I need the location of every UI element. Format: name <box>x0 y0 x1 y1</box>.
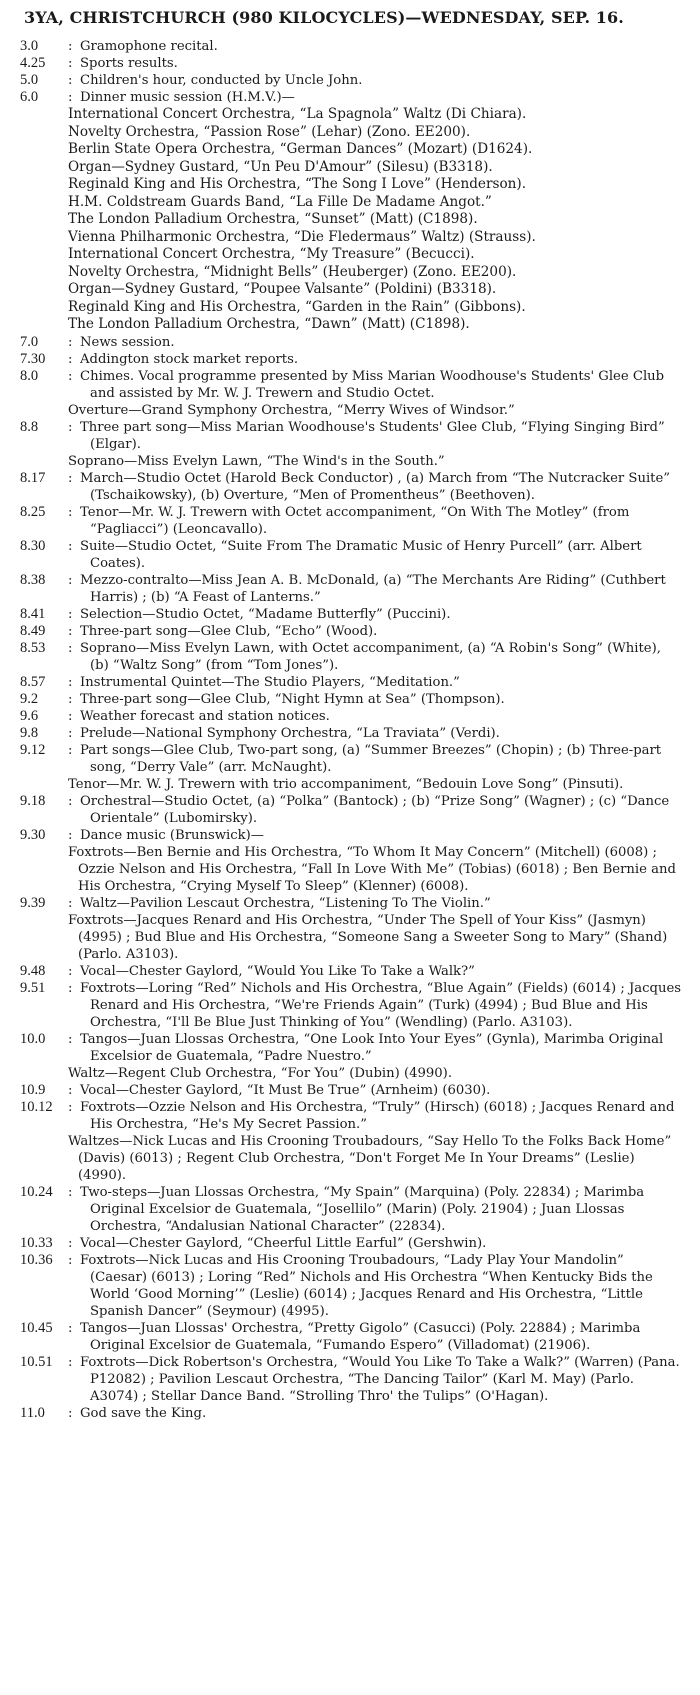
entry-separator: : <box>68 368 73 384</box>
entry-row <box>20 351 682 368</box>
entry-subline: Foxtrots—Ben Bernie and His Orchestra, “To Whom It May Concern” (Mitchell) (6008) ; Ozzie Nelson and His Orchestra, “Fall In Love With Me” (Tobias) (6018) ; Ben Bernie and His Orchestra, “Crying Myself To Sleep” (Klenner) (6008). <box>68 844 676 894</box>
entry-separator: : <box>68 793 73 809</box>
entry-separator: : <box>68 623 73 639</box>
entry-time: 10.0 <box>20 1030 46 1047</box>
entry-subline: The London Palladium Orchestra, “Dawn” (Matt) (C1898). <box>68 316 470 332</box>
entry-text: News session. <box>80 334 175 350</box>
programme-entry <box>20 606 682 623</box>
entry-separator: : <box>68 691 73 707</box>
entry-text: Foxtrots—Dick Robertson's Orchestra, “Would You Like To Take a Walk?” (Warren) (Pana. P12082) ; Pavilion Lescaut Orchestra, “The Dancing Tailor” (Karl M. May) (Parlo. A3074) ; Stellar Dance Band. “Strolling Thro' the Tulips” (O'Hagan). <box>80 1354 680 1404</box>
entry-row <box>20 1235 682 1252</box>
programme-entry <box>20 1031 682 1082</box>
programme-entry <box>20 742 682 793</box>
entry-row <box>20 827 682 844</box>
entry-separator: : <box>68 1235 73 1251</box>
entry-separator: : <box>68 572 73 588</box>
entry-subline: Novelty Orchestra, “Midnight Bells” (Heuberger) (Zono. EE200). <box>68 263 517 280</box>
entry-row <box>20 742 682 776</box>
programme-entry <box>20 351 682 368</box>
entry-subline: International Concert Orchestra, “My Treasure” (Becucci). <box>68 246 475 262</box>
entry-time: 4.25 <box>20 55 46 71</box>
programme-entry <box>20 1354 682 1405</box>
entry-time: 7.30 <box>20 350 46 367</box>
entry-text: Three-part song—Glee Club, “Echo” (Wood). <box>80 623 378 639</box>
entry-time: 5.0 <box>20 72 39 88</box>
entry-time: 8.53 <box>20 639 46 656</box>
programme-entry <box>20 334 682 351</box>
entry-separator: : <box>68 351 73 367</box>
programme-entry <box>20 640 682 674</box>
entry-time: 10.45 <box>20 1319 53 1336</box>
entry-subline: Organ—Sydney Gustard, “Poupee Valsante” (Poldini) (B3318). <box>68 281 497 297</box>
entry-separator: : <box>68 419 73 435</box>
entry-time: 8.41 <box>20 605 46 622</box>
entry-row <box>20 674 682 691</box>
entry-text: Dinner music session (H.M.V.)— <box>80 90 295 105</box>
entry-text: Tangos—Juan Llossas' Orchestra, “Pretty Gigolo” (Casucci) (Poly. 22884) ; Marimba Original Excelsior de Guatemala, “Fumando Espero” (Villadomat) (21906). <box>80 1320 641 1353</box>
entry-separator: : <box>68 538 73 554</box>
entry-row <box>20 1099 682 1133</box>
entry-time: 9.2 <box>20 690 39 707</box>
entry-text: Weather forecast and station notices. <box>80 708 330 724</box>
entry-time: 8.17 <box>20 469 46 486</box>
entry-separator: : <box>68 963 73 979</box>
entry-separator: : <box>68 470 73 486</box>
entry-row <box>20 55 682 72</box>
entry-subline: Waltzes—Nick Lucas and His Crooning Troubadours, “Say Hello To the Folks Back Home” (Davis) (6013) ; Regent Club Orchestra, “Don't Forget Me In Your Dreams” (Leslie) (4990). <box>68 1133 672 1183</box>
entry-row <box>20 419 682 453</box>
programme-entry <box>20 572 682 606</box>
entry-row <box>20 572 682 606</box>
entry-subline: Waltz—Regent Club Orchestra, “For You” (Dubin) (4990). <box>68 1065 453 1081</box>
entry-time: 8.30 <box>20 537 46 554</box>
entry-text: Chimes. Vocal programme presented by Miss Marian Woodhouse's Students' Glee Club and assisted by Mr. W. J. Trewern and Studio Octet. <box>80 368 665 401</box>
entry-row <box>20 1320 682 1354</box>
entry-text: Addington stock market reports. <box>80 351 299 367</box>
entry-time: 10.24 <box>20 1183 53 1200</box>
entry-separator: : <box>68 980 73 996</box>
entry-text: God save the King. <box>80 1405 207 1421</box>
entry-separator: : <box>68 674 73 690</box>
entry-time: 9.18 <box>20 792 46 809</box>
entry-time: 8.49 <box>20 622 46 639</box>
entry-time: 10.51 <box>20 1353 53 1370</box>
entry-text: Foxtrots—Ozzie Nelson and His Orchestra, “Truly” (Hirsch) (6018) ; Jacques Renard and His Orchestra, “He's My Secret Passion.” <box>80 1099 675 1132</box>
entry-subline: Foxtrots—Jacques Renard and His Orchestra, “Under The Spell of Your Kiss” (Jasmyn) (4995) ; Bud Blue and His Orchestra, “Someone Sang a Sweeter Song to Mary” (Shand) (Parlo. A3103). <box>68 912 668 962</box>
entry-time: 10.9 <box>20 1081 46 1098</box>
entry-subline: Reginald King and His Orchestra, “The Song I Love” (Henderson). <box>68 176 527 192</box>
entry-separator: : <box>68 606 73 622</box>
entry-separator: : <box>68 1082 73 1098</box>
entry-subline: H.M. Coldstream Guards Band, “La Fille De Madame Angot.” <box>68 193 492 210</box>
entry-subline: The London Palladium Orchestra, “Sunset” (Matt) (C1898). <box>68 211 478 227</box>
entry-subline: Vienna Philharmonic Orchestra, “Die Fledermaus” Waltz) (Strauss). <box>68 228 536 245</box>
entry-subline: Novelty Orchestra, “Passion Rose” (Lehar) (Zono. EE200). <box>68 123 471 140</box>
entry-row <box>20 708 682 725</box>
entry-separator: : <box>68 827 73 843</box>
entry-separator: : <box>68 1099 73 1115</box>
entry-row <box>20 72 682 89</box>
programme-entry <box>20 470 682 504</box>
entry-text: Two-steps—Juan Llossas Orchestra, “My Spain” (Marquina) (Poly. 22834) ; Marimba Original Excelsior de Guatemala, “Josellilo” (Marin) (Poly. 21904) ; Juan Llossas Orchestra, “Andalusian National Character” (22834). <box>80 1184 645 1234</box>
entry-text: Children's hour, conducted by Uncle John. <box>80 73 363 88</box>
entry-subline: Reginald King and His Orchestra, “Garden in the Rain” (Gibbons). <box>68 298 526 315</box>
entry-time: 9.8 <box>20 724 39 741</box>
programme-entry <box>20 827 682 895</box>
entry-text: Sports results. <box>80 56 178 71</box>
entry-row <box>20 504 682 538</box>
entry-separator: : <box>68 1031 73 1047</box>
programme-entry <box>20 1184 682 1235</box>
programme-entry <box>20 1320 682 1354</box>
entry-time: 9.51 <box>20 979 46 996</box>
entry-row <box>20 623 682 640</box>
entry-time: 7.0 <box>20 333 39 350</box>
entry-time: 9.6 <box>20 707 39 724</box>
entry-subline: International Concert Orchestra, “La Spagnola” Waltz (Di Chiara). <box>68 106 527 122</box>
programme-entry <box>20 1235 682 1252</box>
entry-separator: : <box>68 895 73 911</box>
programme-entry <box>20 691 682 708</box>
entry-row <box>20 1184 682 1235</box>
entry-time: 8.57 <box>20 673 46 690</box>
entry-time: 10.12 <box>20 1098 53 1115</box>
entry-text: Soprano—Miss Evelyn Lawn, with Octet accompaniment, (a) “A Robin's Song” (White), (b) “Waltz Song” (from “Tom Jones”). <box>80 640 661 673</box>
entry-text: Tangos—Juan Llossas Orchestra, “One Look Into Your Eyes” (Gynla), Marimba Original Excelsior de Guatemala, “Padre Nuestro.” <box>80 1031 664 1064</box>
entry-time: 8.0 <box>20 367 39 384</box>
entry-text: Dance music (Brunswick)— <box>80 827 264 843</box>
entry-separator: : <box>68 1320 73 1336</box>
entry-text: Part songs—Glee Club, Two-part song, (a) “Summer Breezes” (Chopin) ; (b) Three-part song, “Derry Vale” (arr. McNaught). <box>80 742 662 775</box>
programme-entry <box>20 674 682 691</box>
entry-row <box>20 980 682 1031</box>
entry-text: Orchestral—Studio Octet, (a) “Polka” (Bantock) ; (b) “Prize Song” (Wagner) ; (c) “Dance Orientale” (Lubomirsky). <box>80 793 670 826</box>
entry-text: Foxtrots—Nick Lucas and His Crooning Troubadours, “Lady Play Your Mandolin” (Caesar) (6013) ; Loring “Red” Nichols and His Orchestra “When Kentucky Bids the World ‘Good Morning’” (Leslie) (6014) ; Jacques Renard and His Orchestra, “Little Spanish Dancer” (Seymour) (4995). <box>80 1252 653 1319</box>
entry-separator: : <box>68 1405 73 1421</box>
entry-row <box>20 368 682 402</box>
programme-entry <box>20 793 682 827</box>
entry-row <box>20 793 682 827</box>
programme-entry <box>20 708 682 725</box>
entry-time: 9.12 <box>20 741 46 758</box>
programme-entry <box>20 895 682 963</box>
entry-row <box>20 334 682 351</box>
entry-time: 10.36 <box>20 1251 53 1268</box>
entry-separator: : <box>68 708 73 724</box>
entry-time: 3.0 <box>20 38 39 54</box>
entry-row <box>20 725 682 742</box>
programme-entry <box>20 1405 682 1422</box>
programme-entry <box>20 980 682 1031</box>
entry-row <box>20 1354 682 1405</box>
entry-subline: Tenor—Mr. W. J. Trewern with trio accompaniment, “Bedouin Love Song” (Pinsuti). <box>68 776 624 792</box>
programme-entry <box>20 72 682 89</box>
programme-entries <box>20 38 682 1422</box>
entry-row <box>20 1252 682 1320</box>
entry-row <box>20 963 682 980</box>
entry-row <box>20 538 682 572</box>
entry-row <box>20 606 682 623</box>
entry-time: 8.8 <box>20 418 39 435</box>
entry-text: Instrumental Quintet—The Studio Players, “Meditation.” <box>80 674 460 690</box>
entry-row <box>20 691 682 708</box>
entry-row <box>20 1031 682 1065</box>
entry-text: Three part song—Miss Marian Woodhouse's Students' Glee Club, “Flying Singing Bird” (Elgar). <box>80 419 665 452</box>
entry-text: Selection—Studio Octet, “Madame Butterfly” (Puccini). <box>80 606 451 622</box>
entry-row <box>20 1405 682 1422</box>
entry-separator: : <box>68 742 73 758</box>
programme-entry <box>20 89 682 334</box>
page-title: 3YA, CHRISTCHURCH (980 KILOCYCLES)—WEDNESDAY, SEP. 16. <box>24 8 624 27</box>
entry-subline: Soprano—Miss Evelyn Lawn, “The Wind's in the South.” <box>68 453 445 469</box>
entry-text: Three-part song—Glee Club, “Night Hymn at Sea” (Thompson). <box>80 691 505 707</box>
entry-text: Mezzo-contralto—Miss Jean A. B. McDonald, (a) “The Merchants Are Riding” (Cuthbert Harris) ; (b) “A Feast of Lanterns.” <box>80 572 666 605</box>
entry-separator: : <box>68 640 73 656</box>
entry-separator: : <box>68 1252 73 1268</box>
entry-text: Gramophone recital. <box>80 39 218 54</box>
entry-text: March—Studio Octet (Harold Beck Conductor) , (a) March from “The Nutcracker Suite” (Tschaikowsky), (b) Overture, “Men of Promentheus” (Beethoven). <box>80 470 671 503</box>
programme-entry <box>20 538 682 572</box>
entry-text: Prelude—National Symphony Orchestra, “La Traviata” (Verdi). <box>80 725 500 741</box>
entry-text: Vocal—Chester Gaylord, “Would You Like To Take a Walk?” <box>80 963 475 979</box>
programme-entry <box>20 725 682 742</box>
entry-separator: : <box>68 73 73 88</box>
entry-separator: : <box>68 90 73 105</box>
programme-entry <box>20 1252 682 1320</box>
entry-subline: Overture—Grand Symphony Orchestra, “Merry Wives of Windsor.” <box>68 402 515 418</box>
entry-time: 8.38 <box>20 571 46 588</box>
entry-time: 9.30 <box>20 826 46 843</box>
entry-row <box>20 895 682 912</box>
programme-entry <box>20 38 682 55</box>
entry-row <box>20 1082 682 1099</box>
entry-separator: : <box>68 1184 73 1200</box>
programme-entry <box>20 368 682 419</box>
entry-text: Vocal—Chester Gaylord, “Cheerful Little Earful” (Gershwin). <box>80 1235 487 1251</box>
entry-subline: Berlin State Opera Orchestra, “German Dances” (Mozart) (D1624). <box>68 141 533 157</box>
entry-text: Vocal—Chester Gaylord, “It Must Be True” (Arnheim) (6030). <box>80 1082 491 1098</box>
entry-separator: : <box>68 334 73 350</box>
entry-time: 9.39 <box>20 894 46 911</box>
entry-separator: : <box>68 725 73 741</box>
entry-separator: : <box>68 39 73 54</box>
entry-separator: : <box>68 56 73 71</box>
entry-text: Suite—Studio Octet, “Suite From The Dramatic Music of Henry Purcell” (arr. Albert Coates). <box>80 538 642 571</box>
programme-entry <box>20 963 682 980</box>
entry-text: Waltz—Pavilion Lescaut Orchestra, “Listening To The Violin.” <box>80 895 491 911</box>
programme-entry <box>20 1099 682 1184</box>
programme-entry <box>20 419 682 470</box>
entry-time: 9.48 <box>20 962 46 979</box>
entry-row <box>20 640 682 674</box>
programme-entry <box>20 55 682 72</box>
entry-time: 8.25 <box>20 503 46 520</box>
programme-entry <box>20 504 682 538</box>
entry-row <box>20 38 682 55</box>
programme-entry <box>20 623 682 640</box>
entry-separator: : <box>68 504 73 520</box>
entry-time: 6.0 <box>20 89 39 105</box>
entry-time: 11.0 <box>20 1404 45 1421</box>
entry-row <box>20 89 682 106</box>
entry-subline: Organ—Sydney Gustard, “Un Peu D'Amour” (Silesu) (B3318). <box>68 158 493 175</box>
entry-time: 10.33 <box>20 1234 53 1251</box>
entry-text: Foxtrots—Loring “Red” Nichols and His Orchestra, “Blue Again” (Fields) (6014) ; Jacques Renard and His Orchestra, “We're Friends Again” (Turk) (4994) ; Bud Blue and His Orchestra, “I'll Be Blue Just Thinking of You” (Wendling) (Parlo. A3103). <box>80 980 682 1030</box>
entry-text: Tenor—Mr. W. J. Trewern with Octet accompaniment, “On With The Motley” (from “Pagliacci”) (Leoncavallo). <box>80 504 630 537</box>
entry-row <box>20 470 682 504</box>
entry-separator: : <box>68 1354 73 1370</box>
programme-entry <box>20 1082 682 1099</box>
